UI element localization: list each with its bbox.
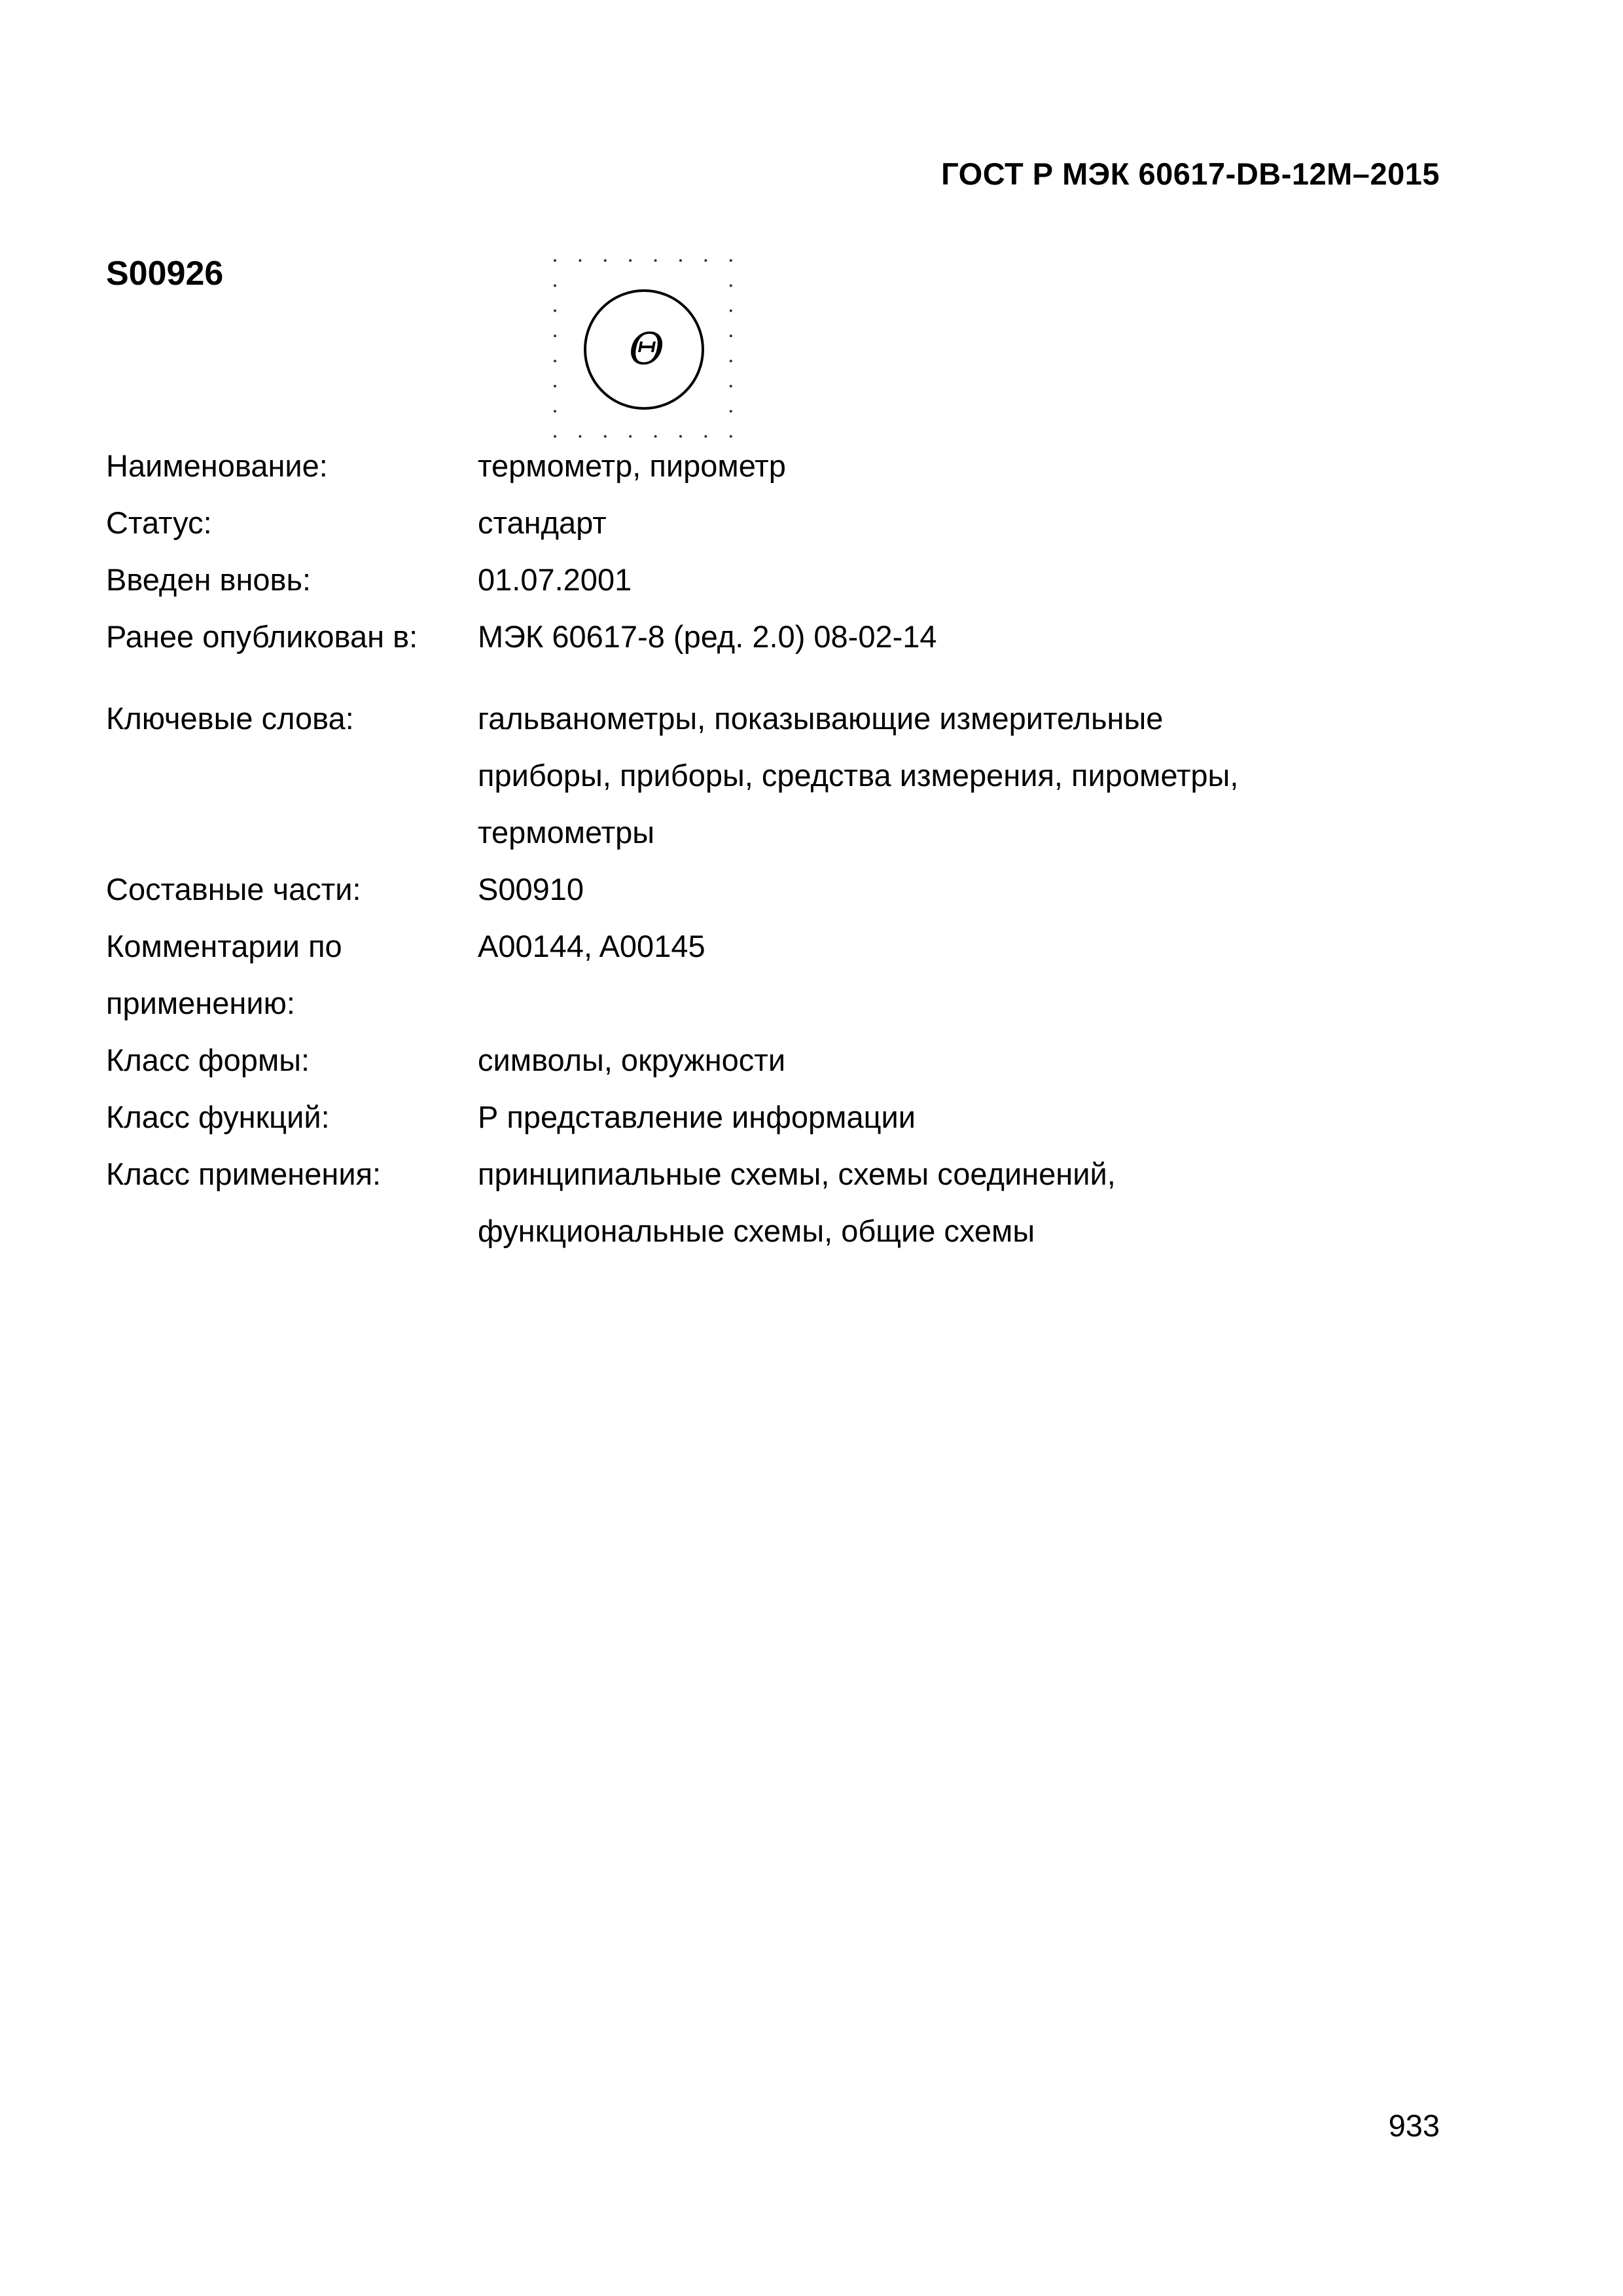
property-value	[478, 608, 1441, 665]
property-value-line: Р представление информации	[478, 1100, 916, 1134]
grid-dot	[730, 259, 732, 262]
property-label: Ключевые слова:	[106, 701, 354, 736]
property-value-line: принципиальные схемы, схемы соединений,	[478, 1157, 1116, 1191]
property-label: Класс применения:	[106, 1157, 382, 1191]
grid-dot	[554, 284, 556, 287]
page-number: 933	[1388, 2108, 1440, 2143]
property-value	[478, 1031, 1441, 1088]
property-function-class	[106, 1088, 1441, 1145]
property-value-line: термометр, пирометр	[478, 448, 786, 483]
property-name	[106, 437, 1441, 494]
grid-dot	[554, 410, 556, 412]
property-label-line: применению:	[106, 986, 295, 1020]
property-label-line: Комментарии по	[106, 929, 342, 963]
grid-dot	[554, 310, 556, 312]
property-value-line: гальванометры, показывающие измерительные	[478, 701, 1164, 736]
property-components	[106, 861, 1441, 918]
property-value-line: 01.07.2001	[478, 562, 632, 597]
property-label: Составные части:	[106, 872, 361, 906]
property-value	[478, 918, 1441, 1031]
grid-dot	[730, 284, 732, 287]
property-status	[106, 494, 1441, 551]
grid-dot	[730, 334, 732, 337]
property-label: Ранее опубликован в:	[106, 619, 418, 654]
property-value	[478, 551, 1441, 608]
grid-dot	[629, 259, 632, 262]
grid-dot	[554, 385, 556, 387]
property-application-notes	[106, 918, 1441, 1031]
grid-dot	[604, 259, 607, 262]
standard-designation: ГОСТ Р МЭК 60617-DB-12M–2015	[941, 156, 1440, 191]
property-introduced	[106, 551, 1441, 608]
grid-dot	[554, 360, 556, 363]
grid-dot	[704, 259, 707, 262]
grid-dot	[730, 360, 732, 363]
property-keywords	[106, 690, 1441, 861]
property-label: Наименование:	[106, 448, 328, 483]
property-value-line: A00144, A00145	[478, 929, 705, 963]
property-previously-published	[106, 608, 1441, 665]
property-value-line: функциональные схемы, общие схемы	[478, 1213, 1035, 1248]
grid-dot	[730, 385, 732, 387]
property-application-class	[106, 1145, 1441, 1259]
grid-dot	[679, 259, 682, 262]
symbol-glyph: Θ	[628, 324, 665, 374]
property-label: Класс функций:	[106, 1100, 330, 1134]
property-value-line: МЭК 60617-8 (ред. 2.0) 08-02-14	[478, 619, 937, 654]
property-label: Класс формы:	[106, 1043, 310, 1077]
symbol-code: S00926	[106, 255, 224, 293]
property-value	[478, 861, 1441, 918]
property-value	[478, 690, 1441, 861]
property-value-line: S00910	[478, 872, 584, 906]
property-value	[478, 494, 1441, 551]
property-shape-class	[106, 1031, 1441, 1088]
grid-dot	[579, 259, 581, 262]
property-label: Статус:	[106, 505, 212, 540]
grid-dot	[554, 259, 556, 262]
symbol-properties	[106, 437, 1441, 1259]
property-label: Введен вновь:	[106, 562, 312, 597]
grid-dot	[730, 410, 732, 412]
thermometer-pyrometer-symbol-icon	[554, 259, 738, 444]
grid-dot	[654, 259, 657, 262]
property-label	[106, 918, 478, 1031]
property-value	[478, 437, 1441, 494]
grid-dot	[730, 310, 732, 312]
property-value-line: приборы, приборы, средства измерения, пирометры,	[478, 758, 1239, 793]
property-value	[478, 1088, 1441, 1145]
grid-dot	[554, 334, 556, 337]
property-value-line: символы, окружности	[478, 1043, 786, 1077]
property-value-line: термометры	[478, 815, 655, 850]
property-value	[478, 1145, 1441, 1259]
property-value-line: стандарт	[478, 505, 607, 540]
